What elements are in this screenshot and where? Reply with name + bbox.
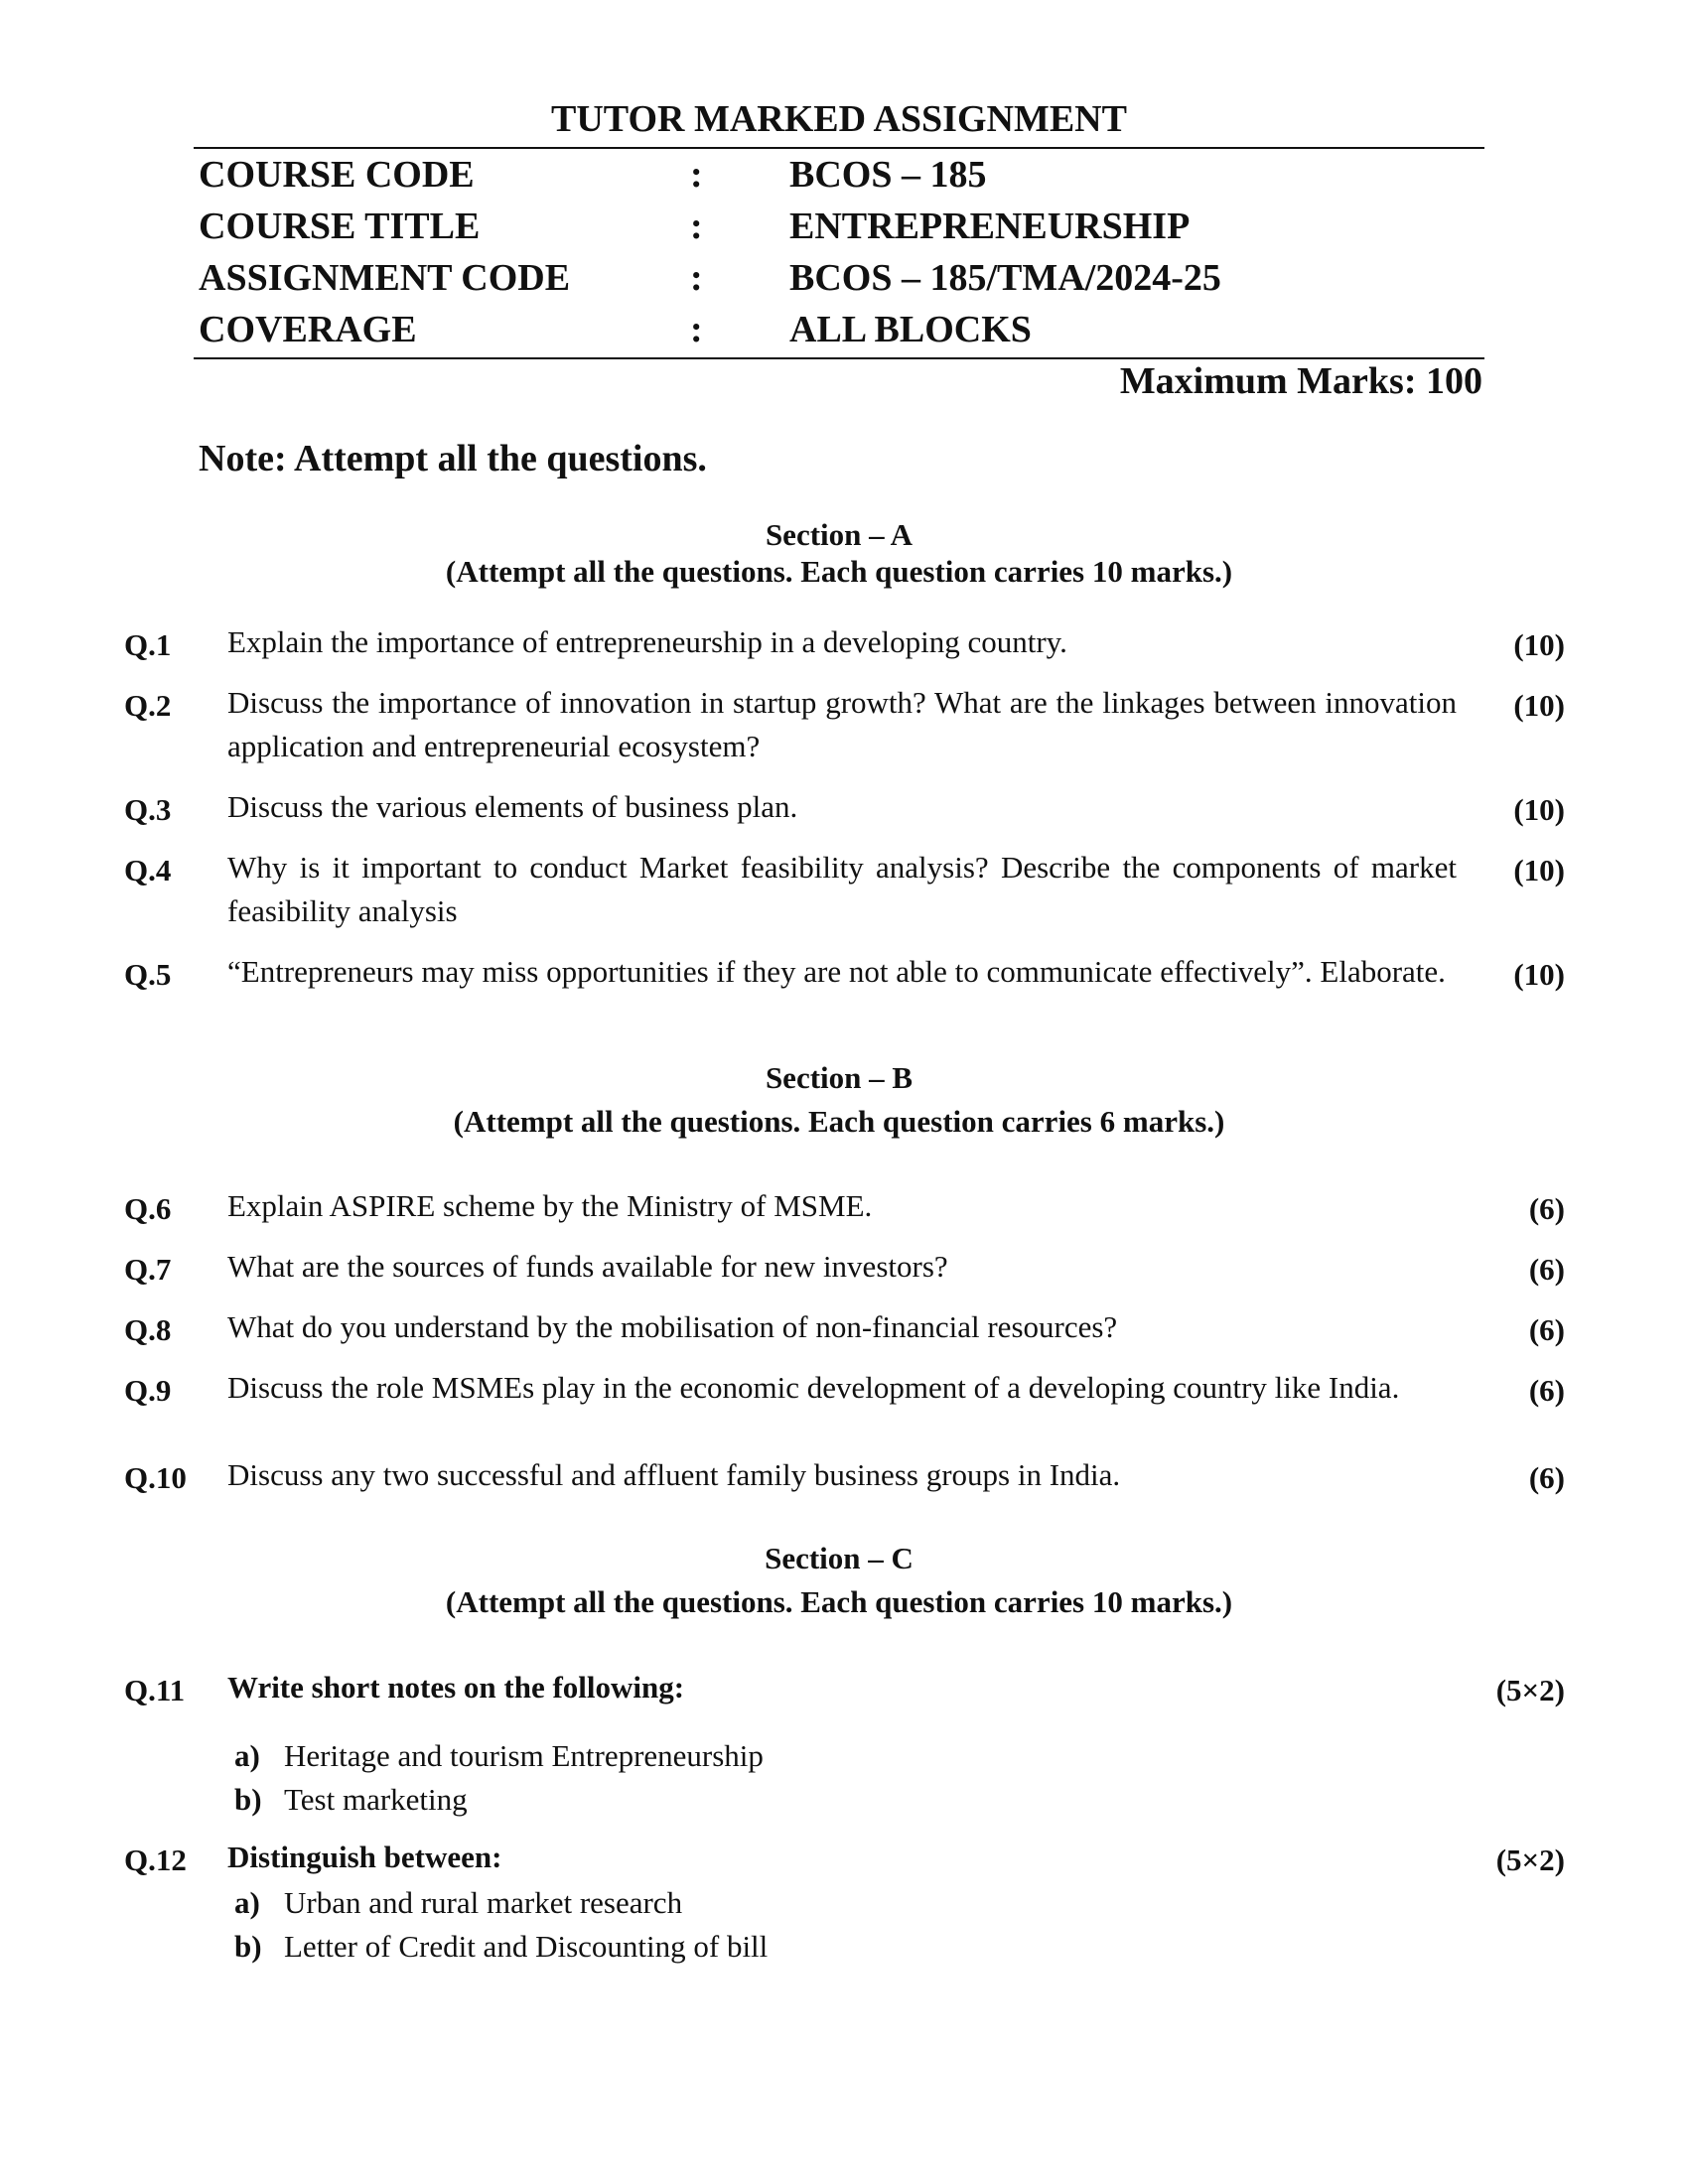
question-marks: (6): [1528, 1312, 1565, 1347]
info-colon: :: [690, 309, 703, 350]
question-text: Discuss the role MSMEs play in the economic development of a developing country like India.: [227, 1370, 1400, 1405]
question-text: Why is it important to conduct Market feasibility analysis? Describe the components of market feasibility analysis: [227, 850, 1457, 928]
question-number: Q.8: [124, 1312, 172, 1347]
question-number: Q.6: [124, 1191, 172, 1226]
question-number: Q.10: [124, 1460, 187, 1495]
question-marks: (10): [1513, 688, 1565, 723]
question-number: Q.2: [124, 688, 172, 723]
sub-question-letter: b): [234, 1782, 262, 1817]
question-marks: (5×2): [1495, 1673, 1565, 1707]
question-text: Write short notes on the following:: [227, 1670, 685, 1705]
section-b-title: Section – B: [765, 1060, 914, 1095]
question-marks: (10): [1513, 792, 1565, 827]
sub-question: [234, 1885, 682, 1921]
question-number: Q.11: [124, 1673, 186, 1707]
question-marks: (6): [1528, 1460, 1565, 1495]
section-c-subtitle: (Attempt all the questions. Each question carries 10 marks.): [445, 1584, 1233, 1619]
info-colon: :: [690, 154, 703, 196]
info-colon: :: [690, 205, 703, 247]
question-number: Q.5: [124, 957, 172, 992]
document-title: TUTOR MARKED ASSIGNMENT: [551, 98, 1127, 140]
question-text: “Entrepreneurs may miss opportunities if they are not able to communicate effectively”. Elaborate.: [227, 954, 1446, 989]
question-text: Discuss the importance of innovation in startup growth? What are the linkages between innovation application and entrepreneurial ecosystem?: [227, 685, 1457, 763]
sub-question: [234, 1929, 768, 1965]
info-value: BCOS – 185: [789, 154, 987, 196]
question-text: Explain the importance of entrepreneurship in a developing country.: [227, 624, 1067, 659]
section-b-subtitle: (Attempt all the questions. Each question carries 6 marks.): [453, 1104, 1225, 1139]
info-label: COURSE TITLE: [199, 205, 481, 247]
question-number: Q.1: [124, 627, 172, 662]
sub-question-text: Urban and rural market research: [284, 1885, 683, 1920]
question-text: What are the sources of funds available for new investors?: [227, 1249, 948, 1284]
question-number: Q.3: [124, 792, 172, 827]
info-label: COURSE CODE: [199, 154, 475, 196]
question-text: What do you understand by the mobilisation of non-financial resources?: [227, 1309, 1118, 1344]
question-marks: (5×2): [1495, 1843, 1565, 1877]
sub-question-letter: b): [234, 1929, 262, 1964]
question-text: Explain ASPIRE scheme by the Ministry of MSME.: [227, 1188, 873, 1223]
question-marks: (6): [1528, 1191, 1565, 1226]
sub-question-text: Test marketing: [284, 1782, 468, 1817]
info-value: ENTREPRENEURSHIP: [789, 205, 1191, 247]
maximum-marks: Maximum Marks: 100: [1119, 360, 1482, 402]
question-text: Distinguish between:: [227, 1840, 502, 1874]
section-c-title: Section – C: [765, 1541, 914, 1575]
section-a-title: Section – A: [765, 517, 914, 552]
info-label: COVERAGE: [199, 309, 417, 350]
sub-question-letter: a): [234, 1738, 260, 1773]
info-value: BCOS – 185/TMA/2024-25: [789, 257, 1221, 299]
question-number: Q.7: [124, 1252, 172, 1287]
sub-question: [234, 1738, 764, 1774]
question-number: Q.12: [124, 1843, 187, 1877]
question-text: Discuss the various elements of business plan.: [227, 789, 798, 824]
info-label: ASSIGNMENT CODE: [199, 257, 571, 299]
question-marks: (6): [1528, 1373, 1565, 1408]
sub-question-text: Heritage and tourism Entrepreneurship: [284, 1738, 764, 1773]
question-marks: (10): [1513, 957, 1565, 992]
question-marks: (10): [1513, 627, 1565, 662]
sub-question-text: Letter of Credit and Discounting of bill: [284, 1929, 769, 1964]
question-number: Q.9: [124, 1373, 172, 1408]
sub-question-letter: a): [234, 1885, 260, 1920]
question-text: Discuss any two successful and affluent family business groups in India.: [227, 1457, 1121, 1492]
info-colon: :: [690, 257, 703, 299]
info-value: ALL BLOCKS: [789, 309, 1032, 350]
section-a-subtitle: (Attempt all the questions. Each question carries 10 marks.): [445, 554, 1233, 589]
question-number: Q.4: [124, 853, 172, 887]
question-marks: (10): [1513, 853, 1565, 887]
instructions-note: Note: Attempt all the questions.: [199, 438, 707, 479]
question-marks: (6): [1528, 1252, 1565, 1287]
sub-question: [234, 1782, 468, 1818]
